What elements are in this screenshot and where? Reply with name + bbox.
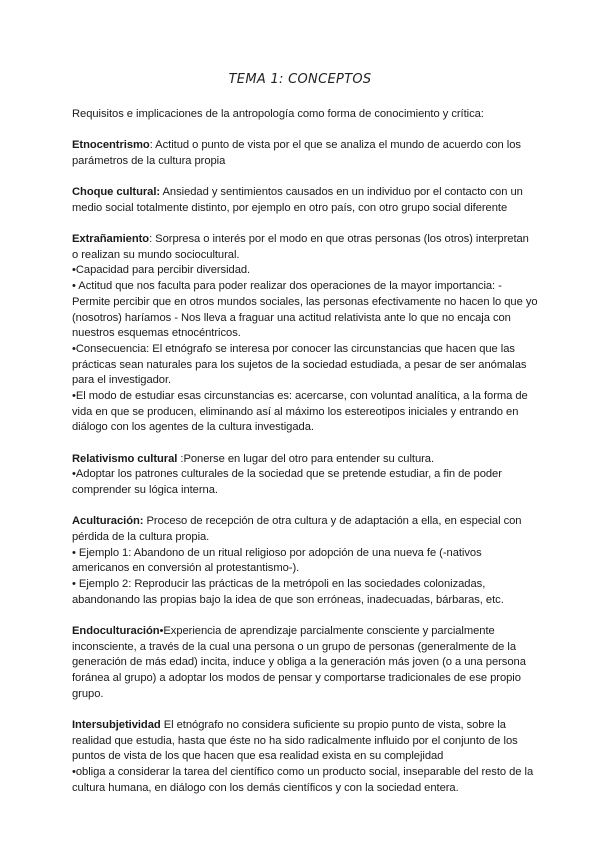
definition-text: El etnógrafo no considera suficiente su propio punto de vista, sobre la realidad que estudia, hasta que éste no ha sido radicalmente influido por el conjunto de los puntos de vista de los que hacen que esa realidad exista en su complejidad xyxy=(72,719,518,763)
section-aculturacion xyxy=(72,514,538,608)
term-label: Relativismo cultural xyxy=(72,452,178,465)
section-etnocentrismo xyxy=(72,138,538,169)
definition-paragraph xyxy=(72,452,538,468)
definition-text: : Actitud o punto de vista por el que se analiza el mundo de acuerdo con los parámetros de la cultura propia xyxy=(72,139,521,167)
definition-paragraph xyxy=(72,232,538,263)
definition-text: :Ponerse en lugar del otro para entender su cultura. xyxy=(177,452,435,465)
definition-text: Proceso de recepción de otra cultura y de adaptación a ella, en especial con pérdida de la cultura propia. xyxy=(72,515,522,543)
bullet-item: •Consecuencia: El etnógrafo se interesa por conocer las circunstancias que hacen que las prácticas sean naturales para los sujetos de la sociedad estudiada, a pesar de ser anómalas para el investigador. xyxy=(72,342,527,387)
bullet-item: •obliga a considerar la tarea del científico como un producto social, inseparable del resto de la cultura humana, en diálogo con los demás científicos y con la sociedad entera. xyxy=(72,766,534,794)
section-extranamiento xyxy=(72,232,538,436)
bullet-item: •El modo de estudiar esas circunstancias es: acercarse, con voluntad analítica, a la forma de vida en que se producen, eliminando así al máximo los estereotipos iniciales y entrando en diálogo con los agentes de la cultura investigada. xyxy=(72,390,528,434)
term-label: Etnocentrismo xyxy=(72,139,150,152)
definition-paragraph xyxy=(72,185,538,216)
bullet-item: •Capacidad para percibir diversidad. xyxy=(72,264,251,277)
definition-paragraph xyxy=(72,718,538,765)
section-relativismo-cultural xyxy=(72,452,538,499)
intro-paragraph: Requisitos e implicaciones de la antropología como forma de conocimiento y crítica: xyxy=(72,108,484,120)
section-intersubjetividad xyxy=(72,718,538,797)
bullet-item: • Ejemplo 1: Abandono de un ritual religioso por adopción de una nueva fe (-nativos americanos en conversión al protestantismo-). xyxy=(72,546,482,575)
section-endoculturacion xyxy=(72,624,538,703)
definition-text: : Sorpresa o interés por el modo en que otras personas (los otros) interpretan o realizan su mundo sociocultural. xyxy=(72,233,529,261)
definition-paragraph xyxy=(72,624,538,703)
term-label: Choque cultural: xyxy=(72,186,161,199)
bullet-item: • Ejemplo 2: Reproducir las prácticas de la metrópoli en las sociedades colonizadas, abandonando las propias bajo la idea de que son erróneas, inadecuadas, bárbaras, etc. xyxy=(72,578,504,606)
section-choque-cultural xyxy=(72,185,538,216)
definition-text: •Experiencia de aprendizaje parcialmente consciente y parcialmente inconsciente, a través de la cual una persona o un grupo de personas (generalmente de la generación de más edad) incita, induce y obliga a la generación más joven (o a una persona foránea al grupo) a adoptar los modos de pensar y comportarse tradicionales de ese propio grupo. xyxy=(72,624,526,700)
definition-paragraph xyxy=(72,514,538,545)
definition-paragraph xyxy=(72,138,538,169)
definition-text: Ansiedad y sentimientos causados en un individuo por el contacto con un medio social totalmente distinto, por ejemplo en otro país, con otro grupo social diferente xyxy=(72,186,523,214)
bullet-item: •Adoptar los patrones culturales de la sociedad que se pretende estudiar, a fin de poder comprender su lógica interna. xyxy=(72,468,502,497)
term-label: Extrañamiento xyxy=(72,233,150,246)
term-label: Endoculturación xyxy=(72,624,160,637)
page-title: TEMA 1: CONCEPTOS xyxy=(228,72,372,87)
bullet-item: • Actitud que nos faculta para poder realizar dos operaciones de la mayor importancia: - Permite percibir que en otros mundos sociales, las personas efectivamente no hacen lo que yo (nosotros) haríamos - Nos lleva a fraguar una actitud relativista ante lo que no encaja con nuestros esquemas etnocéntricos. xyxy=(72,280,538,340)
term-label: Aculturación: xyxy=(72,515,144,528)
term-label: Intersubjetividad xyxy=(72,719,161,731)
document-body xyxy=(72,107,538,812)
